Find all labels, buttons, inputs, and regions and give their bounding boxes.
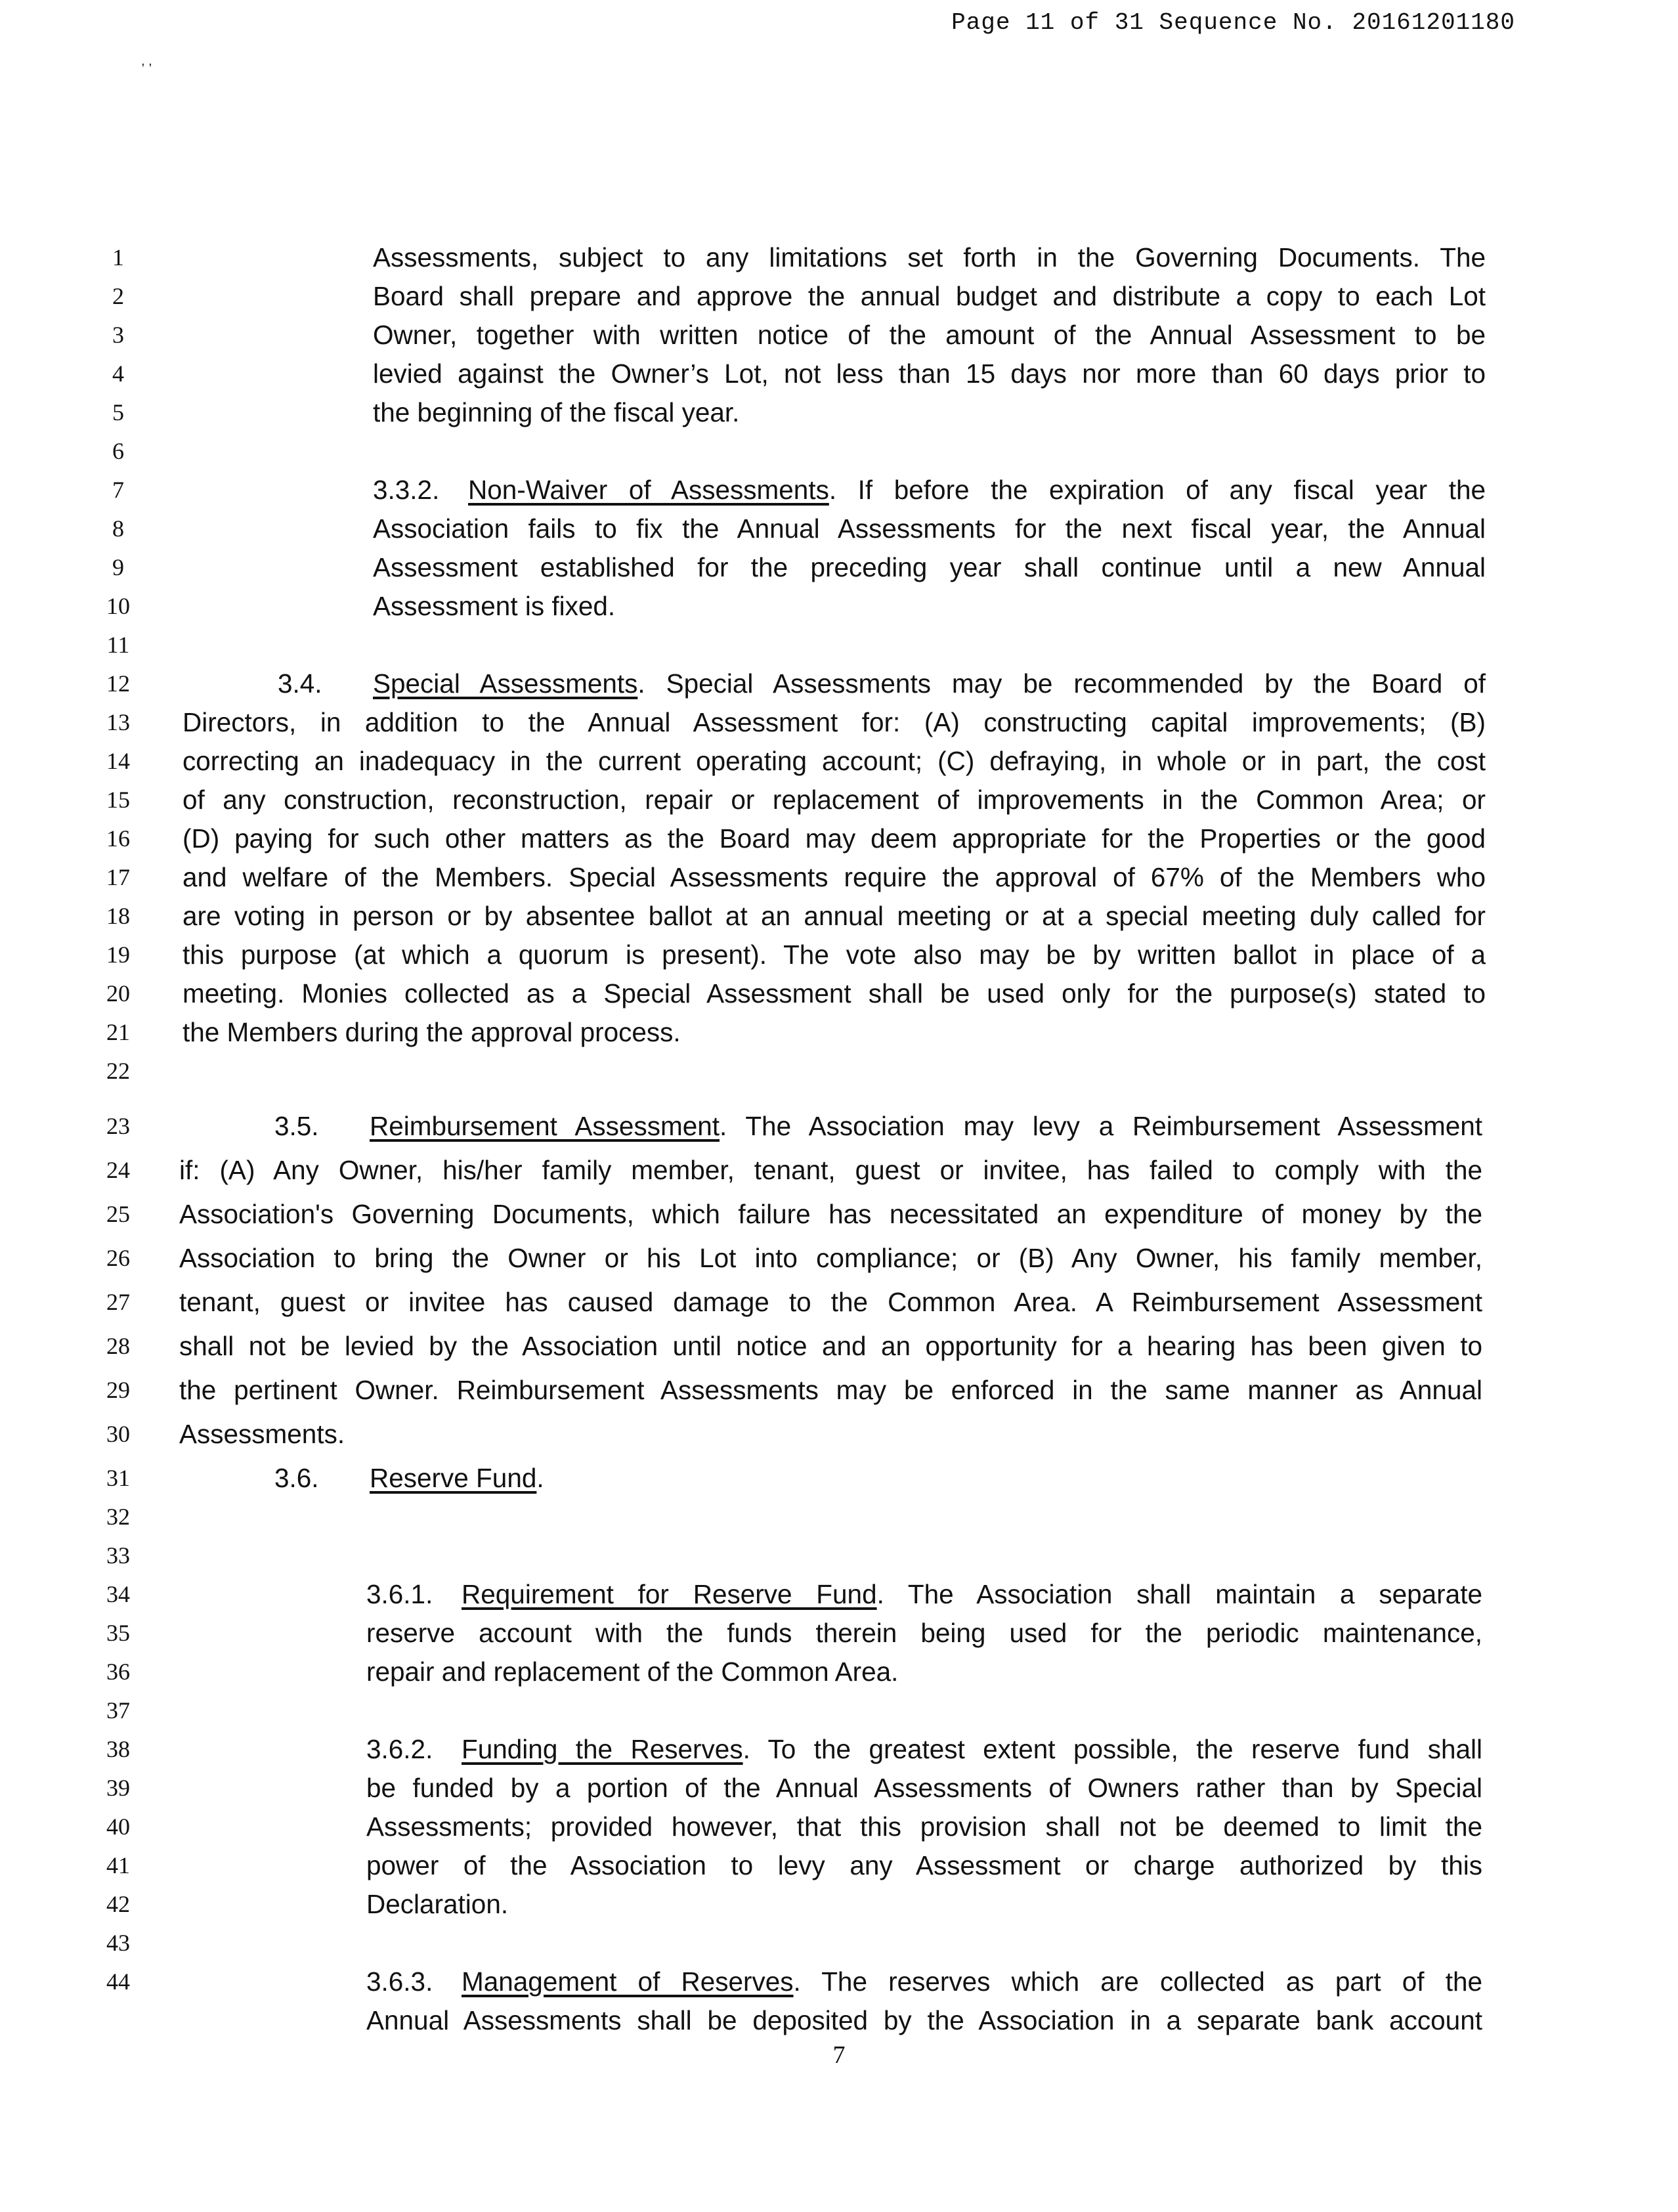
section-number: 3.6.3.	[366, 1966, 433, 1997]
text-line: Assessments; provided however, that this provision shall not be deemed to limit the	[366, 1811, 1482, 1842]
section-heading-line	[366, 1729, 1482, 1769]
page-number: 7	[832, 2041, 846, 2069]
section-text: .	[536, 1463, 544, 1493]
section-number: 3.6.	[274, 1463, 319, 1493]
line-number: 11	[106, 632, 130, 658]
section-number: 3.6.2.	[366, 1734, 433, 1764]
text-line: be funded by a portion of the Annual Assessments of Owners rather than by Special	[366, 1773, 1482, 1803]
text-line: the beginning of the fiscal year.	[373, 397, 740, 427]
section-title: Requirement for Reserve Fund	[462, 1579, 877, 1609]
line-number: 42	[106, 1891, 130, 1917]
section-number: 3.3.2.	[373, 475, 440, 505]
line-number: 6	[112, 438, 124, 464]
section-heading-line	[366, 1962, 1482, 2001]
line-number: 17	[106, 864, 130, 890]
section-text: . Special Assessments may be recommended by the Board of	[637, 668, 1486, 699]
line-number: 38	[106, 1736, 130, 1762]
scan-specks: , ,	[141, 54, 152, 68]
section-title: Management of Reserves	[462, 1966, 794, 1997]
text-line: Association to bring the Owner or his Lot into compliance; or (B) Any Owner, his family member,	[179, 1243, 1482, 1273]
line-number: 15	[106, 787, 130, 813]
text-line: and welfare of the Members. Special Assessments require the approval of 67% of the Members who	[183, 862, 1486, 892]
line-number: 26	[106, 1245, 130, 1271]
line-number: 7	[112, 477, 124, 503]
text-line: Declaration.	[366, 1889, 509, 1919]
page-header: Page 11 of 31 Sequence No. 20161201180	[951, 9, 1515, 36]
text-line: Directors, in addition to the Annual Assessment for: (A) constructing capital improvements; (B)	[183, 707, 1486, 737]
text-line: Board shall prepare and approve the annual budget and distribute a copy to each Lot	[373, 281, 1486, 311]
text-line: (D) paying for such other matters as the Board may deem appropriate for the Properties or the good	[183, 823, 1486, 854]
section-heading-line	[373, 470, 1486, 510]
line-number: 36	[106, 1659, 130, 1685]
line-number: 16	[106, 825, 130, 852]
line-number: 37	[106, 1697, 130, 1724]
section-number: 3.5.	[274, 1111, 319, 1141]
line-number: 29	[106, 1377, 130, 1403]
section-text: . If before the expiration of any fiscal year the	[828, 475, 1486, 505]
line-number: 13	[106, 709, 130, 735]
section-title: Reserve Fund	[370, 1463, 537, 1493]
line-number: 33	[106, 1542, 130, 1569]
line-number: 4	[112, 360, 124, 387]
text-line: reserve account with the funds therein being used for the periodic maintenance,	[366, 1618, 1482, 1648]
text-line: Annual Assessments shall be deposited by the Association in a separate bank account	[366, 2005, 1482, 2035]
line-number: 12	[106, 670, 130, 697]
text-line: this purpose (at which a quorum is present). The vote also may be by written ballot in place of a	[183, 940, 1486, 970]
line-number: 18	[106, 903, 130, 929]
section-title: Non-Waiver of Assessments	[468, 475, 829, 505]
text-line: of any construction, reconstruction, repair or replacement of improvements in the Common Area; or	[183, 785, 1486, 815]
text-line: if: (A) Any Owner, his/her family member, tenant, guest or invitee, has failed to comply with the	[179, 1155, 1482, 1185]
line-number: 30	[106, 1421, 130, 1447]
line-number: 20	[106, 980, 130, 1007]
text-line: shall not be levied by the Association until notice and an opportunity for a hearing has been given to	[179, 1331, 1482, 1361]
text-line: tenant, guest or invitee has caused damage to the Common Area. A Reimbursement Assessment	[179, 1287, 1482, 1317]
line-number: 9	[112, 554, 124, 580]
line-number: 25	[106, 1201, 130, 1227]
line-number: 3	[112, 322, 124, 348]
text-line: Assessments, subject to any limitations set forth in the Governing Documents. The	[373, 242, 1486, 272]
text-line: Assessment established for the preceding year shall continue until a new Annual	[373, 552, 1486, 582]
line-number: 40	[106, 1813, 130, 1840]
line-number: 22	[106, 1058, 130, 1084]
line-number: 32	[106, 1504, 130, 1530]
line-number: 5	[112, 399, 124, 425]
line-number: 35	[106, 1620, 130, 1646]
section-heading-line	[366, 1574, 1482, 1614]
text-line: repair and replacement of the Common Area.	[366, 1657, 899, 1687]
line-number: 19	[106, 942, 130, 968]
section-text: . To the greatest extent possible, the reserve fund shall	[742, 1734, 1482, 1764]
text-line: Owner, together with written notice of the amount of the Annual Assessment to be	[373, 320, 1486, 350]
line-number: 21	[106, 1019, 130, 1045]
line-number: 10	[106, 593, 130, 619]
section-text: . The Association shall maintain a separate	[876, 1579, 1482, 1609]
line-number: 43	[106, 1930, 130, 1956]
line-number: 44	[106, 1968, 130, 1995]
section-title: Funding the Reserves	[462, 1734, 743, 1764]
text-line: meeting. Monies collected as a Special Assessment shall be used only for the purpose(s) stated to	[183, 978, 1486, 1008]
text-line: Association's Governing Documents, which failure has necessitated an expenditure of money by the	[179, 1199, 1482, 1229]
line-number: 23	[106, 1113, 130, 1139]
line-number: 41	[106, 1852, 130, 1878]
text-line: the Members during the approval process.	[183, 1017, 681, 1047]
line-number: 39	[106, 1775, 130, 1801]
text-line: the pertinent Owner. Reimbursement Assessments may be enforced in the same manner as Annual	[179, 1375, 1482, 1405]
line-number: 1	[112, 244, 124, 271]
line-number: 31	[106, 1465, 130, 1491]
line-number: 34	[106, 1581, 130, 1607]
text-line: levied against the Owner’s Lot, not less than 15 days nor more than 60 days prior to	[373, 358, 1486, 389]
text-line: are voting in person or by absentee ballot at an annual meeting or at a special meeting duly called for	[183, 901, 1486, 931]
section-heading-line	[274, 1106, 1482, 1146]
section-number: 3.4.	[278, 668, 322, 699]
text-line: Assessment is fixed.	[373, 591, 616, 621]
section-number: 3.6.1.	[366, 1579, 433, 1609]
text-line: correcting an inadequacy in the current operating account; (C) defraying, in whole or in part, the cost	[183, 746, 1486, 776]
line-number: 27	[106, 1289, 130, 1315]
section-title: Reimbursement Assessment	[370, 1111, 720, 1141]
section-heading-line	[274, 1458, 1482, 1498]
line-number: 8	[112, 515, 124, 542]
section-text: . The Association may levy a Reimbursement Assessment	[720, 1111, 1482, 1141]
text-line: Association fails to fix the Annual Assessments for the next fiscal year, the Annual	[373, 513, 1486, 544]
text-line: power of the Association to levy any Assessment or charge authorized by this	[366, 1850, 1482, 1880]
section-text: . The reserves which are collected as part of the	[793, 1966, 1483, 1997]
section-heading-line	[278, 664, 1486, 703]
text-line: Assessments.	[179, 1419, 345, 1449]
line-number: 24	[106, 1157, 130, 1183]
line-number: 28	[106, 1333, 130, 1359]
section-title: Special Assessments	[373, 668, 638, 699]
line-number: 2	[112, 283, 124, 309]
line-number: 14	[106, 748, 130, 774]
